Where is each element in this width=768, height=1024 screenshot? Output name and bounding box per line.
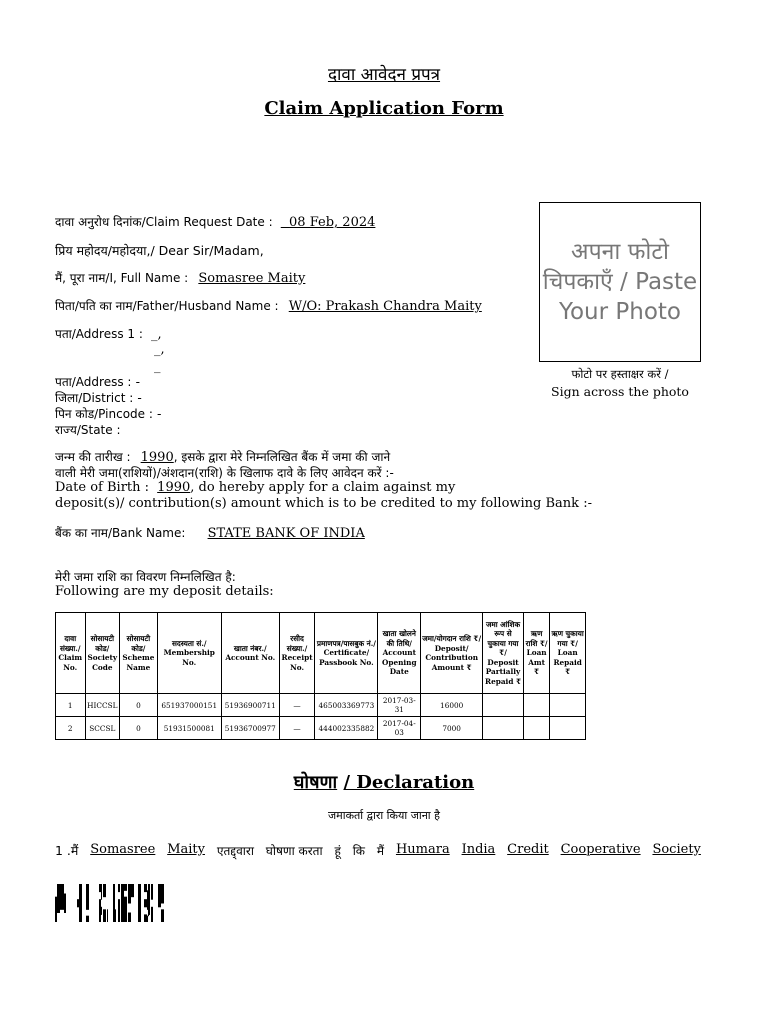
col-receipt-no: रसीद संख्या./ Receipt No.	[279, 613, 315, 694]
declaration-subtitle: जमाकर्ता द्वारा किया जाना है	[328, 809, 440, 822]
table-cell: —	[279, 694, 315, 717]
title-hindi: दावा आवेदन प्रपत्र	[327, 65, 441, 85]
barcode-icon	[55, 884, 165, 922]
address1-row	[55, 325, 162, 342]
dob-hindi-line2: वाली मेरी जमा(राशियों)/अंशदान(राशि) के खिलाफ दावे के लिए आवेदन करें :-	[55, 466, 394, 480]
full-name-label: मैं, पूरा नाम/I, Full Name :	[55, 271, 189, 285]
address1-value: _,	[151, 327, 162, 342]
col-certificate-no: प्रमाणपत्र/पासबुक नं./ Certificate/ Passbook No.	[315, 613, 378, 694]
address1-line3: _	[154, 359, 161, 374]
bank-value: STATE BANK OF INDIA	[207, 526, 365, 541]
table-cell: —	[279, 717, 315, 740]
address1-label: पता/Address 1 :	[55, 327, 143, 341]
declaration-title	[0, 770, 768, 794]
district-row: जिला/District : -	[55, 391, 142, 406]
address-row: पता/Address : -	[55, 375, 141, 390]
col-loan-repaid: ऋण चुकाया गया ₹/ Loan Repaid ₹	[550, 613, 586, 694]
full-name-row	[55, 269, 305, 286]
table-cell: 7000	[421, 717, 483, 740]
photo-caption	[535, 366, 705, 400]
dob-hindi-line1	[55, 448, 390, 465]
decl-word: Somasree	[90, 842, 156, 857]
table-header-row	[56, 613, 586, 694]
father-name-value: W/O: Prakash Chandra Maity	[288, 299, 482, 314]
decl-word: 1 .मैं	[55, 843, 79, 858]
col-opening-date: खाता खोलने की तिथि/ Account Opening Date	[378, 613, 421, 694]
address1-line2: _,	[154, 342, 165, 357]
col-partially-repaid: जमा आंशिक रूप से चुकाया गया ₹/ Deposit Partially Repaid ₹	[483, 613, 524, 694]
father-name-label: पिता/पति का नाम/Father/Husband Name :	[55, 299, 279, 313]
table-cell	[550, 717, 586, 740]
table-cell: 465003369773	[315, 694, 378, 717]
request-date-label: दावा अनुरोध दिनांक/Claim Request Date :	[55, 215, 273, 229]
table-row	[56, 717, 586, 740]
state-label: राज्य/State :	[55, 423, 121, 437]
table-cell: HICCSL	[85, 694, 120, 717]
col-loan-amt: ऋण राशि ₹/ Loan Amt ₹	[523, 613, 549, 694]
col-deposit-amount: जमा/योगदान राशि ₹/ Deposit/ Contribution Amount ₹	[421, 613, 483, 694]
decl-word: हूं	[334, 844, 341, 858]
col-membership-no: सदस्यता सं./ Membership No.	[157, 613, 221, 694]
dob-english-line1	[55, 480, 455, 495]
table-cell: 51936700977	[221, 717, 279, 740]
dob-hindi-prefix: जन्म की तारीख :	[55, 450, 131, 464]
col-claim-no: दावा संख्या./ Claim No.	[56, 613, 86, 694]
state-row	[55, 421, 121, 438]
table-cell: 51936900711	[221, 694, 279, 717]
table-cell: 2017-03-31	[378, 694, 421, 717]
district-label: जिला/District :	[55, 391, 134, 405]
dob-value-hindi: 1990	[140, 450, 174, 465]
table-cell	[483, 694, 524, 717]
col-account-no: खाता नंबर./ Account No.	[221, 613, 279, 694]
dob-english-suffix: , do hereby apply for a claim against my	[190, 480, 456, 495]
decl-word: Maity	[167, 842, 205, 857]
photo-caption-english: Sign across the photo	[551, 384, 689, 399]
col-society-code: सोसायटी कोड/ Society Code	[85, 613, 120, 694]
table-cell: 1	[56, 694, 86, 717]
decl-word: कि	[352, 844, 366, 858]
declaration-line	[55, 842, 701, 859]
dob-english-prefix: Date of Birth :	[55, 480, 150, 495]
photo-caption-hindi: फोटो पर हस्ताक्षर करें /	[571, 367, 669, 381]
salutation: प्रिय महोदय/महोदया,/ Dear Sir/Madam,	[55, 243, 264, 258]
table-cell	[523, 694, 549, 717]
table-row	[56, 694, 586, 717]
deposit-table	[55, 612, 586, 740]
full-name-value: Somasree Maity	[198, 271, 306, 286]
father-name-row	[55, 297, 482, 314]
dob-english-line2: deposit(s)/ contribution(s) amount which is to be credited to my following Bank :-	[55, 496, 592, 511]
table-cell: 2017-04-03	[378, 717, 421, 740]
decl-word: India	[461, 842, 496, 857]
table-cell: 2	[56, 717, 86, 740]
table-cell	[550, 694, 586, 717]
decl-word: मैं	[376, 844, 385, 858]
decl-word: घोषणा करता	[265, 844, 323, 858]
table-cell: 0	[120, 717, 158, 740]
dob-hindi-suffix: , इसके द्वारा मेरे निम्नलिखित बैंक में जमा की जाने	[173, 450, 391, 464]
table-cell: 444002335882	[315, 717, 378, 740]
col-scheme-name: सोसायटी कोड/ Scheme Name	[120, 613, 158, 694]
declaration-title-english: / Declaration	[343, 772, 475, 793]
photo-placeholder-text: अपना फोटो चिपकाएँ / Paste Your Photo	[542, 239, 698, 325]
dob-value-english: 1990	[157, 480, 191, 495]
table-cell: 51931500081	[157, 717, 221, 740]
decl-word: Humara	[395, 842, 450, 857]
page-title: Claim Application Form	[264, 98, 504, 119]
bank-label: बैंक का नाम/Bank Name:	[55, 526, 186, 540]
decl-word: Credit	[507, 842, 549, 857]
table-cell	[523, 717, 549, 740]
deposit-intro-hindi: मेरी जमा राशि का विवरण निम्नलिखित है:	[55, 570, 236, 584]
pincode-row: पिन कोड/Pincode : -	[55, 407, 162, 422]
bank-row	[55, 524, 365, 541]
decl-word: Society	[652, 842, 701, 857]
decl-word: Cooperative	[560, 842, 641, 857]
deposit-intro-english: Following are my deposit details:	[55, 584, 274, 599]
photo-placeholder	[539, 202, 701, 362]
request-date-value: 08 Feb, 2024	[289, 215, 376, 230]
table-cell: SCCSL	[85, 717, 120, 740]
declaration-title-hindi: घोषणा	[293, 772, 338, 793]
table-cell	[483, 717, 524, 740]
pincode-label: पिन कोड/Pincode :	[55, 407, 153, 421]
table-cell: 0	[120, 694, 158, 717]
table-cell: 16000	[421, 694, 483, 717]
table-cell: 651937000151	[157, 694, 221, 717]
address-label: पता/Address :	[55, 375, 132, 389]
request-date-row	[55, 213, 375, 230]
decl-word: एतद्द्वारा	[216, 844, 254, 858]
